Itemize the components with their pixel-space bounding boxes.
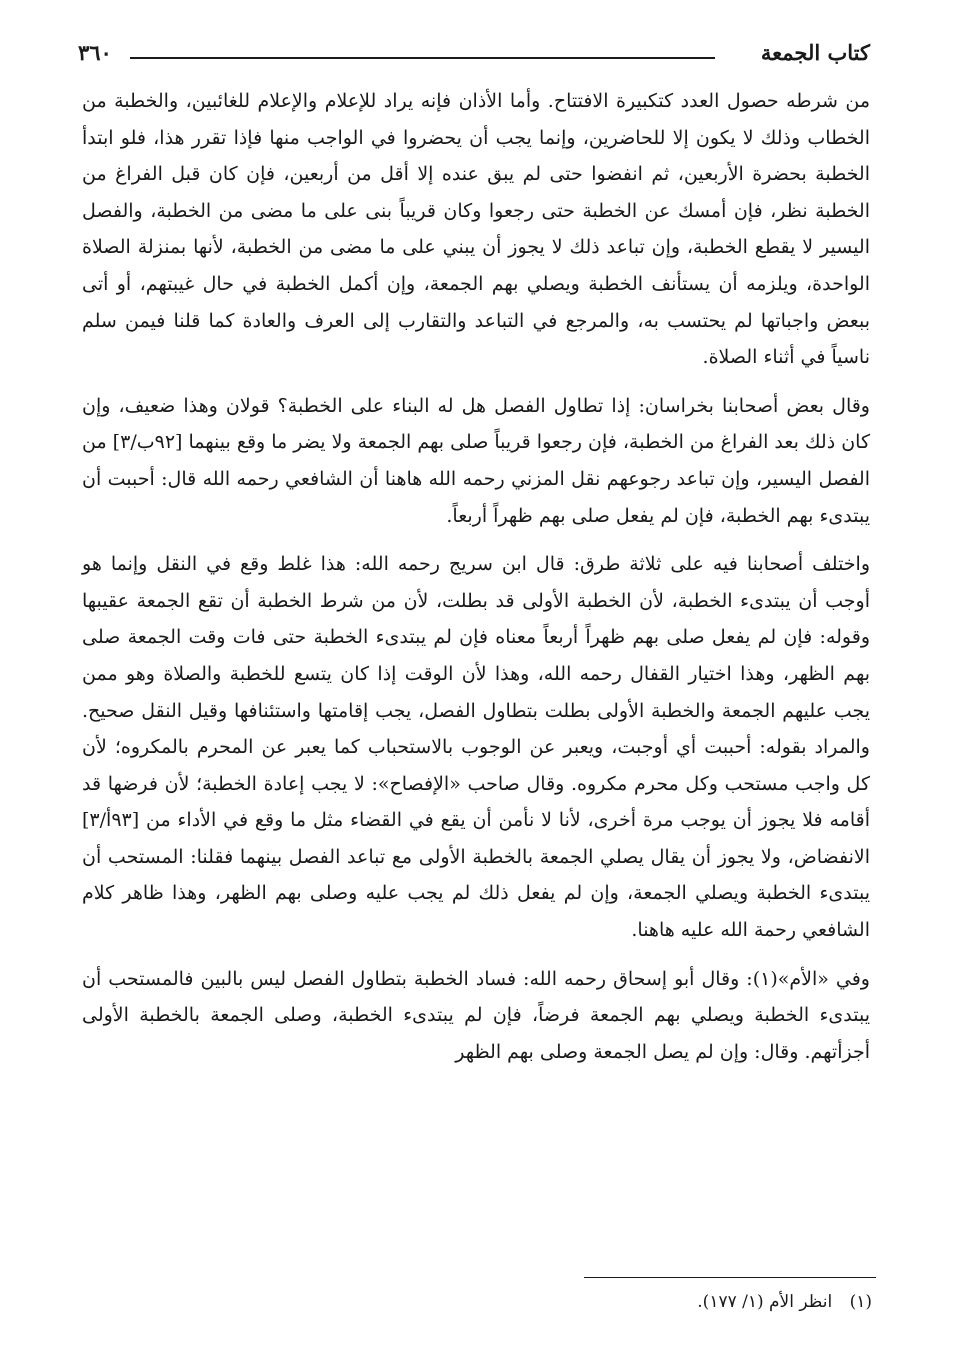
header-rule	[130, 57, 715, 59]
paragraph-4: وفي «الأم»(١): وقال أبو إسحاق رحمه الله: فساد الخطبة بتطاول الفصل ليس بالبين فالمستحب أن يبتدىء الخطبة ويصلي بهم الجمعة فرضاً، فإن لم يبتدىء الخطبة، وصلى الجمعة بالخطبة الأولى أجزأتهم. وقال: وإن لم يصل الجمعة وصلى بهم الظهر	[82, 967, 870, 1063]
footnote	[697, 1292, 872, 1312]
page-number: ٣٦٠	[78, 40, 112, 65]
footnote-text: انظر الأم (١/ ١٧٧).	[697, 1292, 833, 1312]
running-header	[78, 38, 870, 78]
paragraph-2: وقال بعض أصحابنا بخراسان: إذا تطاول الفصل هل له البناء على الخطبة؟ قولان وهذا ضعيف، وإن كان ذلك بعد الفراغ من الخطبة، فإن رجعوا قريباً صلى بهم الجمعة ولا يضر ما وقع بينهما [٩٢ب/٣] من الفصل اليسير، وإن تباعد رجوعهم نقل المزني رحمه الله هاهنا أن الشافعي رحمه الله قال: أحببت أن يبتدىء بهم الخطبة، فإن لم يفعل صلى بهم ظهراً أربعاً.	[82, 394, 871, 527]
footnote-number: (١)	[849, 1292, 872, 1312]
paragraph-3: واختلف أصحابنا فيه على ثلاثة طرق: قال ابن سريج رحمه الله: هذا غلط وقع في النقل وإنما هو أوجب أن يبتدىء الخطبة، لأن الخطبة الأولى قد بطلت، لأن من شرط الخطبة أن تقع الجمعة عقيبها وقوله: فإن لم يفعل صلى بهم ظهراً أربعاً معناه فإن لم يبتدىء الخطبة حتى فات وقت الجمعة صلى بهم الظهر، وهذا اختيار القفال رحمه الله، وهذا لأن الوقت إذا كان يتسع للخطبة والصلاة وهو ممن يجب عليهم الجمعة والخطبة الأولى بطلت بتطاول الفصل، يجب إقامتها واستئنافها وقيل النقل صحيح. والمراد بقوله: أحببت أي أوجبت، ويعبر عن الوجوب بالاستحباب كما يعبر عن المحرم بالمكروه؛ لأن كل واجب مستحب وكل محرم مكروه. وقال صاحب «الإفصاح»: لا يجب إعادة الخطبة؛ لأن فرضها قد أقامه فلا يجوز أن يوجب مرة أخرى، لأنا لا نأمن أن يقع في القضاء مثل ما وقع في الأداء من [٩٣أ/٣] الانفضاض، ولا يجوز أن يقال يصلي الجمعة بالخطبة الأولى مع تباعد الفصل بينهما فقلنا: المستحب أن يبتدىء الخطبة ويصلي الجمعة، وإن لم يفعل ذلك لم يجب عليه وصلى بهم الظهر، وهذا ظاهر كلام الشافعي رحمة الله عليه هاهنا.	[82, 553, 871, 942]
footnote-rule	[584, 1277, 876, 1278]
main-text	[82, 83, 870, 1082]
paragraph-1: من شرطه حصول العدد كتكبيرة الافتتاح. وأما الأذان فإنه يراد للإعلام والإعلام للغائبين، والخطبة من الخطاب وذلك لا يكون إلا للحاضرين، وإنما يجب أن يحضروا في الواجب منها فإذا تقرر هذا، فلو ابتدأ الخطبة بحضرة الأربعين، ثم انفضوا حتى لم يبق عنده إلا أقل من أربعين، فإن كان قبل الفراغ من الخطبة نظر، فإن أمسك عن الخطبة حتى رجعوا وكان قريباً بنى على ما مضى من الخطبة، والفصل اليسير لا يقطع الخطبة، وإن تباعد ذلك لا يجوز أن يبني على ما مضى من الخطبة، لأنها بمنزلة الصلاة الواحدة، ويلزمه أن يستأنف الخطبة ويصلي بهم الجمعة، وإن أكمل الخطبة في حال غيبتهم، أو أتى ببعض واجباتها لم يحتسب به، والمرجع في التباعد والتقارب إلى العرف والعادة كما قلنا فيمن سلم ناسياً في أثناء الصلاة.	[82, 90, 870, 369]
chapter-title: كتاب الجمعة	[760, 40, 870, 65]
